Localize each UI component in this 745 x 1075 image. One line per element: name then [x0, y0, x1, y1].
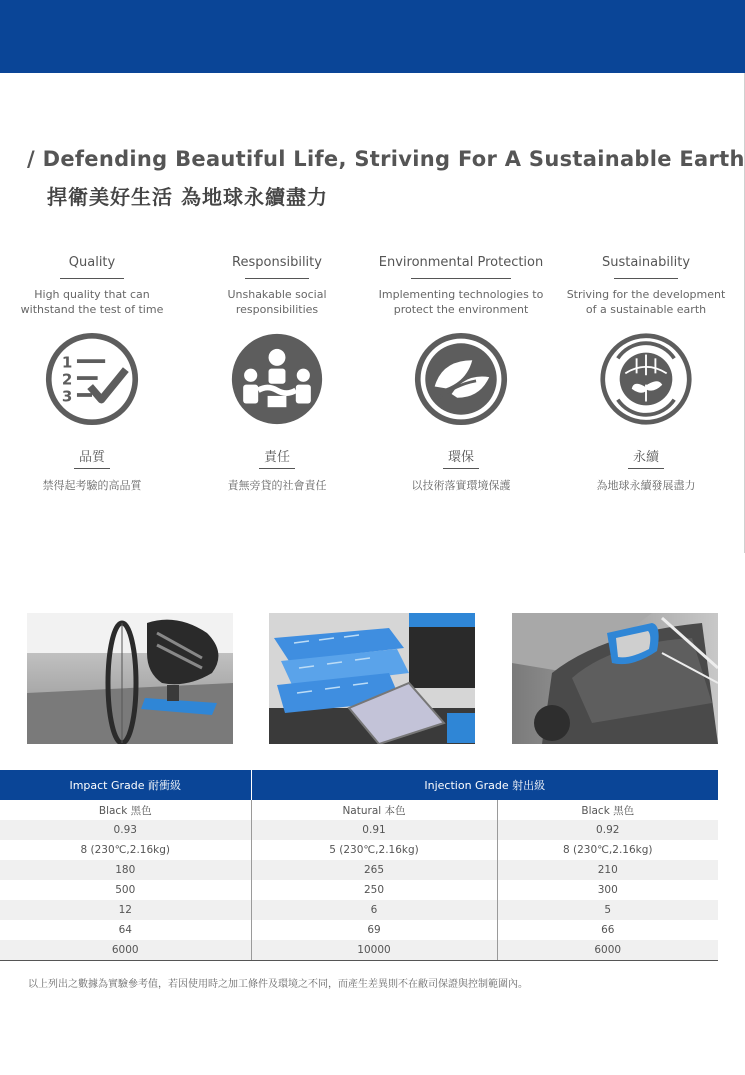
table-cell: 6000: [0, 940, 251, 960]
pillar-description-chinese: 責無旁貸的社會責任: [227, 479, 327, 492]
pillar-description: [192, 287, 362, 319]
table-cell: 8 (230℃,2.16kg): [0, 840, 251, 860]
table-header-row: [0, 770, 718, 800]
pillar-title-chinese: 品質: [78, 450, 105, 465]
divider: [245, 278, 309, 279]
table-row: [0, 820, 718, 840]
globe-plant-icon: [599, 332, 693, 426]
divider: [60, 278, 124, 279]
svg-text:1: 1: [61, 353, 73, 372]
table-cell: 6: [251, 900, 497, 920]
heading-english: / Defending Beautiful Life, Striving For A Sustainable Earth: [27, 147, 745, 171]
pillar-title-chinese: 環保: [447, 450, 474, 465]
pillar-title-chinese: 永續: [632, 450, 659, 465]
pillar-description-line1: Striving for the development: [566, 288, 726, 301]
pillar-description-chinese: 以技術落實環境保護: [411, 479, 511, 492]
divider: [614, 278, 678, 279]
svg-text:3: 3: [61, 387, 73, 406]
pillar-title: Quality: [68, 255, 116, 270]
pillar-description-line1: Implementing technologies to: [378, 288, 544, 301]
table-cell: Black 黑色: [581, 804, 635, 817]
pillar-quality: [7, 255, 177, 493]
divider: [259, 468, 295, 469]
table-cell: 300: [597, 884, 618, 896]
table-row: [0, 800, 718, 820]
table-row: [0, 920, 718, 940]
table-cell: 69: [251, 920, 497, 940]
pillar-title-chinese: 責任: [263, 450, 290, 465]
table-cell: 5 (230℃,2.16kg): [251, 840, 497, 860]
properties-table: [0, 770, 718, 961]
divider: [74, 468, 110, 469]
table-cell: 6000: [497, 940, 718, 960]
pillar-description-line2: withstand the test of time: [20, 303, 164, 316]
header-impact-grade: Impact Grade 耐衝級: [0, 770, 251, 800]
table-cell: 8 (230℃,2.16kg): [562, 844, 653, 856]
table-row: [0, 940, 718, 960]
svg-text:2: 2: [61, 370, 73, 389]
table-cell: 0.93: [0, 820, 251, 840]
disclaimer-footnote: 以上列出之數據為實驗參考值，若因使用時之加工條件及環境之不同，而產生差異則不在敝司保證與控制範圍內。: [28, 979, 528, 990]
bicycle-pedal-photo: [27, 613, 233, 744]
divider: [443, 468, 479, 469]
table-row: [0, 840, 718, 860]
top-color-band: [0, 0, 745, 73]
pillar-description: [561, 287, 731, 319]
header-injection-grade: Injection Grade 射出級: [251, 770, 718, 800]
table-cell: 10000: [251, 940, 497, 960]
pillar-title: Environmental Protection: [378, 255, 544, 270]
table-cell: Black 黑色: [0, 800, 251, 820]
pillar-title: Sustainability: [601, 255, 691, 270]
pillar-responsibility: [192, 255, 362, 493]
pillar-description: [376, 287, 546, 319]
pillar-title: Responsibility: [232, 255, 322, 270]
divider: [628, 468, 664, 469]
people-handshake-icon: [230, 332, 324, 426]
leaf-icon: [414, 332, 508, 426]
table-cell: 64: [0, 920, 251, 940]
pillar-environmental-protection: [376, 255, 546, 493]
pillar-description-line2: responsibilities: [235, 303, 319, 316]
quality-checklist-icon: [45, 332, 139, 426]
car-mirror-photo: [512, 613, 718, 744]
table-cell: 12: [0, 900, 251, 920]
table-row: [0, 900, 718, 920]
table-row: [0, 880, 718, 900]
pillar-description-line1: Unshakable social: [227, 288, 327, 301]
pillar-description: [7, 287, 177, 319]
table-cell: 180: [0, 860, 251, 880]
table-cell: 500: [0, 880, 251, 900]
divider: [411, 278, 511, 279]
table-cell: 250: [251, 880, 497, 900]
pillar-description-chinese: 為地球永續發展盡力: [596, 479, 696, 492]
table-cell: 265: [251, 860, 497, 880]
table-cell: 5: [497, 900, 718, 920]
table-cell: 0.91: [251, 820, 497, 840]
table-cell: Natural 本色: [251, 800, 497, 820]
table-row: [0, 860, 718, 880]
storage-box-photo: [269, 613, 475, 744]
table-cell: 0.92: [497, 820, 718, 840]
table-cell: 66: [601, 924, 615, 936]
pillar-description-chinese: 禁得起考驗的高品質: [42, 479, 142, 492]
heading-chinese: 捍衛美好生活 為地球永續盡力: [47, 185, 328, 209]
pillar-description-line2: protect the environment: [393, 303, 529, 316]
pillar-description-line2: of a sustainable earth: [585, 303, 707, 316]
table-cell: 210: [497, 860, 718, 880]
pillar-description-line1: High quality that can: [34, 288, 150, 301]
pillar-sustainability: [561, 255, 731, 493]
